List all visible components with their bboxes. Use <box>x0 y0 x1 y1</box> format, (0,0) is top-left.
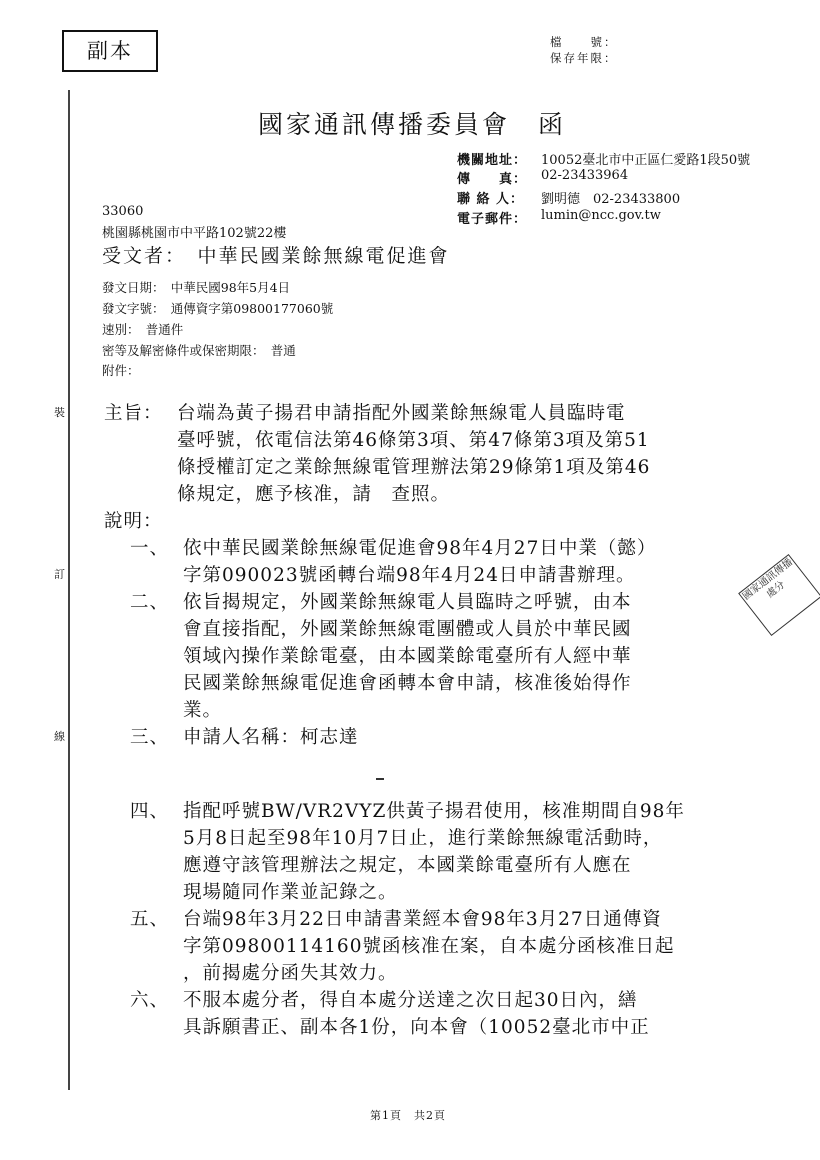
document-title: 國家通訊傳播委員會 函 <box>258 110 567 139</box>
stamp-text: 國家通訊傳播 處分 <box>740 556 796 603</box>
urgency: 速別： 普通件 <box>102 322 184 337</box>
subject-line: 台端為黃子揚君申請指配外國業餘無線電人員臨時電 <box>177 403 626 424</box>
item-line: 具訴願書正、副本各1份，向本會（10052臺北市中正 <box>183 1017 650 1038</box>
item-number: 五、 <box>130 909 170 930</box>
item-number: 四、 <box>130 801 170 822</box>
item-line: 字第09800114160號函核准在案，自本處分函核准日起 <box>183 936 675 957</box>
item-line: 應遵守該管理辦法之規定，本國業餘電臺所有人應在 <box>183 855 632 876</box>
file-number-label: 檔 號： <box>550 35 618 49</box>
item-number: 六、 <box>130 990 170 1011</box>
item-line: 領域內操作業餘電臺，由本國業餘電臺所有人經中華 <box>183 646 632 667</box>
binding-line <box>68 90 70 1090</box>
attachment: 附件： <box>102 363 140 378</box>
item-line: ，前揭處分函失其效力。 <box>183 963 398 984</box>
item-line: 依中華民國業餘無線電促進會98年4月27日中業（懿） <box>183 538 657 559</box>
fax-value: 02-23433964 <box>541 168 629 183</box>
subject-line: 臺呼號，依電信法第46條第3項、第47條第3項及第51 <box>177 430 650 451</box>
explanation-label: 說明： <box>104 511 163 532</box>
subject-line: 條授權訂定之業餘無線電管理辦法第29條第1項及第46 <box>177 457 651 478</box>
recipient-line: 受文者： 中華民國業餘無線電促進會 <box>102 245 450 267</box>
item-number: 一、 <box>130 538 170 559</box>
item-line: 申請人名稱：柯志達 <box>183 727 359 748</box>
item-line: 指配呼號BW/VR2VYZ供黃子揚君使用，核准期間自98年 <box>183 801 685 822</box>
item-line: 5月8日起至98年10月7日止，進行業餘無線電活動時， <box>183 828 663 849</box>
official-stamp <box>738 554 820 636</box>
item-line: 台端98年3月22日申請書業經本會98年3月27日通傳資 <box>183 909 662 930</box>
item-line: 會直接指配，外國業餘無線電團體或人員於中華民國 <box>183 619 632 640</box>
copy-label: 副本 <box>62 30 158 72</box>
contact-label: 聯 絡 人： <box>457 192 525 207</box>
confidentiality: 密等及解密條件或保密期限： 普通 <box>102 343 296 358</box>
scan-mark <box>376 778 384 780</box>
fax-label: 傳 真： <box>457 172 528 187</box>
email-label: 電子郵件： <box>457 212 528 227</box>
retention-label: 保存年限： <box>550 51 618 65</box>
item-line: 業。 <box>183 700 223 721</box>
address-label: 機關地址： <box>457 153 528 168</box>
recipient-address: 桃園縣桃園市中平路102號22樓 <box>102 226 287 241</box>
bind-mark: 裝 <box>54 406 65 419</box>
item-line: 現場隨同作業並記錄之。 <box>183 882 398 903</box>
item-line: 依旨揭規定，外國業餘無線電人員臨時之呼號，由本 <box>183 592 632 613</box>
address-value: 10052臺北市中正區仁愛路1段50號 <box>541 153 751 168</box>
staple-mark: 訂 <box>54 568 65 581</box>
email-value: lumin@ncc.gov.tw <box>541 208 661 223</box>
item-number: 三、 <box>130 727 170 748</box>
item-number: 二、 <box>130 592 170 613</box>
subject-line: 條規定，應予核准，請 查照。 <box>177 484 451 505</box>
line-mark: 線 <box>54 730 65 743</box>
issue-date: 發文日期： 中華民國98年5月4日 <box>102 280 291 295</box>
contact-value: 劉明德 02-23433800 <box>541 192 681 207</box>
item-line: 不服本處分者，得自本處分送達之次日起30日內，繕 <box>183 990 638 1011</box>
item-line: 字第090023號函轉台端98年4月24日申請書辦理。 <box>183 565 636 586</box>
postal-code: 33060 <box>102 204 144 219</box>
item-line: 民國業餘無線電促進會函轉本會申請，核准後始得作 <box>183 673 632 694</box>
subject-label: 主旨： <box>104 403 163 424</box>
page-footer: 第1頁 共2頁 <box>370 1109 446 1122</box>
document-number: 發文字號： 通傳資字第09800177060號 <box>102 301 334 316</box>
